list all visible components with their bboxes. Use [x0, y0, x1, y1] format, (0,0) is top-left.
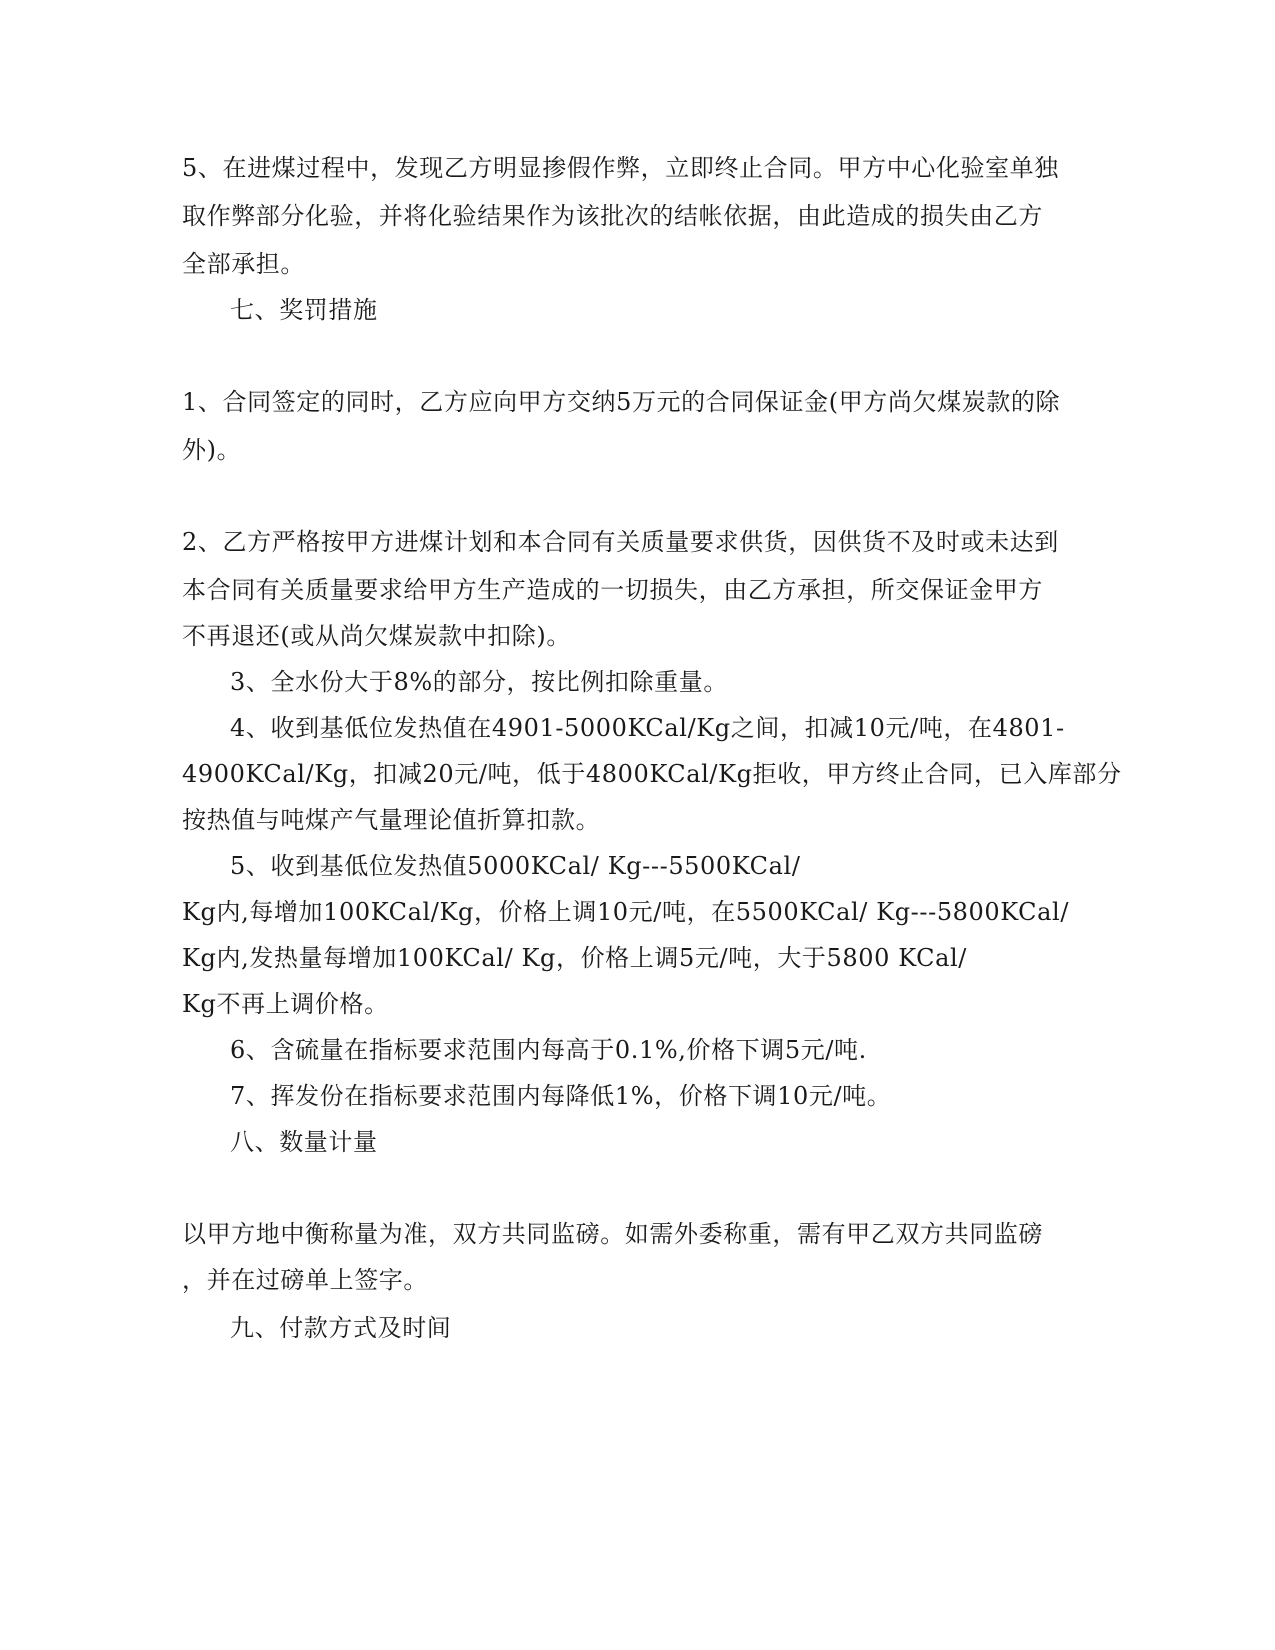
section-heading: 八、数量计量: [230, 1128, 378, 1156]
paragraph-line: 按热值与吨煤产气量理论值折算扣款。: [182, 806, 601, 834]
paragraph-line: 以甲方地中衡称量为准，双方共同监磅。如需外委称重，需有甲乙双方共同监磅: [182, 1220, 1043, 1248]
paragraph-line: 本合同有关质量要求给甲方生产造成的一切损失，由乙方承担，所交保证金甲方: [182, 576, 1043, 604]
paragraph-line: ，并在过磅单上签字。: [182, 1266, 428, 1294]
section-heading: 九、付款方式及时间: [230, 1314, 452, 1342]
paragraph-line: 3、全水份大于8%的部分，按比例扣除重量。: [230, 668, 728, 696]
paragraph-line: 不再退还(或从尚欠煤炭款中扣除)。: [182, 622, 571, 650]
paragraph-line: 取作弊部分化验，并将化验结果作为该批次的结帐依据，由此造成的损失由乙方: [182, 202, 1043, 230]
section-heading: 七、奖罚措施: [230, 296, 378, 324]
paragraph-line: 6、含硫量在指标要求范围内每高于0.1%,价格下调5元/吨.: [230, 1036, 867, 1064]
paragraph-line: 5、收到基低位发热值5000KCal/ Kg---5500KCal/: [230, 852, 801, 880]
paragraph-line: 全部承担。: [182, 250, 305, 278]
paragraph-line: Kg内,每增加100KCal/Kg，价格上调10元/吨，在5500KCal/ Kg---5800KCal/: [182, 898, 1070, 926]
paragraph-line: 4900KCal/Kg，扣减20元/吨，低于4800KCal/Kg拒收，甲方终止合同，已入库部分: [182, 760, 1122, 788]
paragraph-line: Kg内,发热量每增加100KCal/ Kg，价格上调5元/吨，大于5800 KCal/: [182, 944, 967, 972]
paragraph-line: 4、收到基低位发热值在4901-5000KCal/Kg之间，扣减10元/吨，在4801-: [230, 714, 1065, 742]
paragraph-line: 5、在进煤过程中，发现乙方明显掺假作弊，立即终止合同。甲方中心化验室单独: [182, 154, 1059, 182]
paragraph-line: 1、合同签定的同时，乙方应向甲方交纳5万元的合同保证金(甲方尚欠煤炭款的除: [182, 388, 1061, 416]
paragraph-line: Kg不再上调价格。: [182, 990, 389, 1018]
paragraph-line: 7、挥发份在指标要求范围内每降低1%，价格下调10元/吨。: [230, 1082, 892, 1110]
paragraph-line: 外)。: [182, 436, 242, 464]
paragraph-line: 2、乙方严格按甲方进煤计划和本合同有关质量要求供货，因供货不及时或未达到: [182, 528, 1059, 556]
